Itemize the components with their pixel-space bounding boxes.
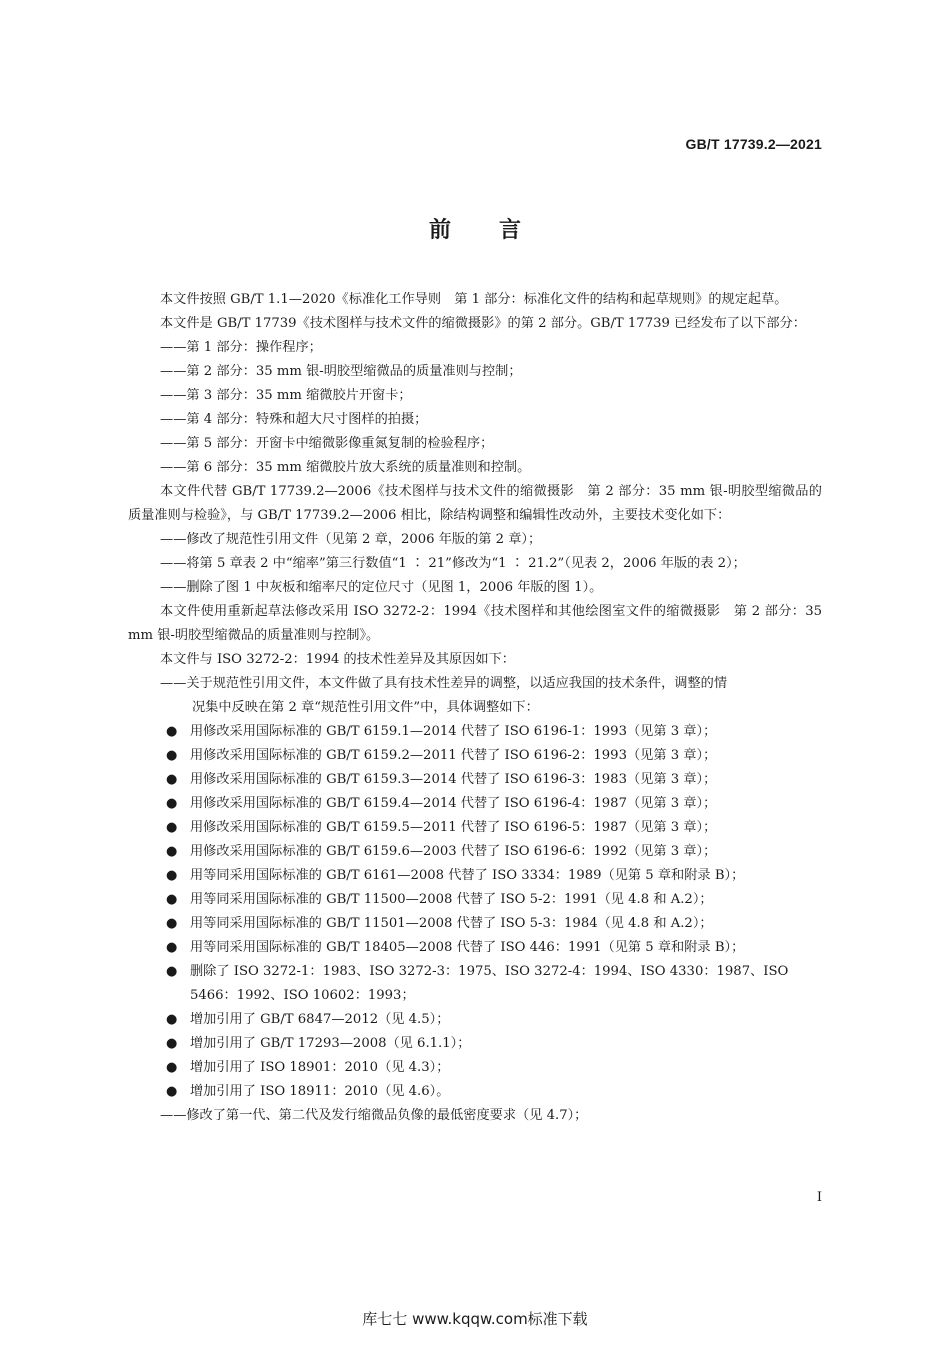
page-title: 前言 xyxy=(428,218,569,243)
list-item: ● 用修改采用国际标准的 GB/T 6159.4—2014 代替了 ISO 6196-4：1987（见第 3 章）； xyxy=(128,792,822,816)
list-item-part: ——第 5 部分：开窗卡中缩微影像重氮复制的检验程序； xyxy=(160,436,494,451)
bullet-icon: ● xyxy=(166,892,178,907)
bullet-icon: ● xyxy=(166,724,178,739)
list-item-change: ——修改了第一代、第二代及发行缩微品负像的最低密度要求（见 4.7）； xyxy=(160,1108,588,1123)
list-item-part: ——第 6 部分：35 mm 缩微胶片放大系统的质量准则和控制。 xyxy=(160,460,531,475)
bullet-icon: ● xyxy=(166,1012,178,1027)
list-item: ● 用修改采用国际标准的 GB/T 6159.1—2014 代替了 ISO 6196-1：1993（见第 3 章）； xyxy=(128,720,822,744)
bullet-icon: ● xyxy=(166,844,178,859)
bullet-icon: ● xyxy=(166,820,178,835)
bullet-icon: ● xyxy=(166,1084,178,1099)
bullet-icon: ● xyxy=(166,916,178,931)
list-item-part: ——第 3 部分：35 mm 缩微胶片开窗卡； xyxy=(160,388,412,403)
bullet-list xyxy=(128,720,822,1104)
list-item: ● 用等同采用国际标准的 GB/T 6161—2008 代替了 ISO 3334：1989（见第 5 章和附录 B）； xyxy=(128,864,822,888)
paragraph-replacement: 本文件代替 GB/T 17739.2—2006《技术图样与技术文件的缩微摄影 第 2 部分：35 mm 银-明胶型缩微品的质量准则与检验》，与 GB/T 17739.2—2006 相比，除结构调整和编辑性改动外，主要技术变化如下： xyxy=(128,484,822,523)
list-item-part: ——第 2 部分：35 mm 银-明胶型缩微品的质量准则与控制； xyxy=(160,364,522,379)
list-item: ● 增加引用了 ISO 18901：2010（见 4.3）； xyxy=(128,1056,822,1080)
paragraph-adoption: 本文件使用重新起草法修改采用 ISO 3272-2：1994《技术图样和其他绘图室文件的缩微摄影 第 2 部分：35 mm 银-明胶型缩微品的质量准则与控制》。 xyxy=(128,604,822,643)
list-item-part: ——第 1 部分：操作程序； xyxy=(160,340,322,355)
bullet-icon: ● xyxy=(166,796,178,811)
page-number: I xyxy=(816,1190,822,1205)
list-item-normative-refs xyxy=(128,672,822,720)
bullet-icon: ● xyxy=(166,940,178,955)
bullet-icon: ● xyxy=(166,964,178,979)
list-item-change: ——将第 5 章表 2 中“缩率”第三行数值“1 ∶ 21”修改为“1 ∶ 21.2”（见表 2，2006 年版的表 2）； xyxy=(160,556,746,571)
list-item: ● 用修改采用国际标准的 GB/T 6159.5—2011 代替了 ISO 6196-5：1987（见第 3 章）； xyxy=(128,816,822,840)
normative-refs-line1: ——关于规范性引用文件，本文件做了具有技术性差异的调整，以适应我国的技术条件，调整的情 xyxy=(160,676,728,691)
footer-watermark: 库七七 www.kqqw.com标准下载 xyxy=(362,1310,588,1328)
bullet-icon: ● xyxy=(166,772,178,787)
list-item: ● 用等同采用国际标准的 GB/T 11501—2008 代替了 ISO 5-3：1984（见 4.8 和 A.2）； xyxy=(128,912,822,936)
list-item: ● 增加引用了 ISO 18911：2010（见 4.6）。 xyxy=(128,1080,822,1104)
bullet-icon: ● xyxy=(166,1036,178,1051)
foreword-body xyxy=(128,288,822,1128)
paragraph-series-intro: 本文件是 GB/T 17739《技术图样与技术文件的缩微摄影》的第 2 部分。GB/T 17739 已经发布了以下部分： xyxy=(160,316,806,331)
list-item: ● 删除了 ISO 3272-1：1983、ISO 3272-3：1975、ISO 3272-4：1994、ISO 4330：1987、ISO 5466：1992、ISO 10602：1993； xyxy=(128,960,822,1008)
list-item-change: ——删除了图 1 中灰板和缩率尺的定位尺寸（见图 1，2006 年版的图 1）。 xyxy=(160,580,603,595)
list-item: ● 用等同采用国际标准的 GB/T 11500—2008 代替了 ISO 5-2：1991（见 4.8 和 A.2）； xyxy=(128,888,822,912)
list-item: ● 增加引用了 GB/T 17293—2008（见 6.1.1）； xyxy=(128,1032,822,1056)
paragraph-drafting-basis: 本文件按照 GB/T 1.1—2020《标准化工作导则 第 1 部分：标准化文件的结构和起草规则》的规定起草。 xyxy=(160,292,788,307)
bullet-icon: ● xyxy=(166,1060,178,1075)
list-item: ● 用修改采用国际标准的 GB/T 6159.6—2003 代替了 ISO 6196-6：1992（见第 3 章）； xyxy=(128,840,822,864)
list-item: ● 增加引用了 GB/T 6847—2012（见 4.5）； xyxy=(128,1008,822,1032)
bullet-icon: ● xyxy=(166,748,178,763)
list-item: ● 用修改采用国际标准的 GB/T 6159.2—2011 代替了 ISO 6196-2：1993（见第 3 章）； xyxy=(128,744,822,768)
paragraph-differences-intro: 本文件与 ISO 3272-2：1994 的技术性差异及其原因如下： xyxy=(160,652,515,667)
list-item: ● 用修改采用国际标准的 GB/T 6159.3—2014 代替了 ISO 6196-3：1983（见第 3 章）； xyxy=(128,768,822,792)
list-item-change: ——修改了规范性引用文件（见第 2 章，2006 年版的第 2 章）； xyxy=(160,532,542,547)
normative-refs-line2: 况集中反映在第 2 章“规范性引用文件”中，具体调整如下： xyxy=(192,700,539,715)
list-item: ● 用等同采用国际标准的 GB/T 18405—2008 代替了 ISO 446：1991（见第 5 章和附录 B）； xyxy=(128,936,822,960)
standard-id: GB/T 17739.2—2021 xyxy=(685,136,822,152)
bullet-icon: ● xyxy=(166,868,178,883)
list-item-part: ——第 4 部分：特殊和超大尺寸图样的拍摄； xyxy=(160,412,428,427)
